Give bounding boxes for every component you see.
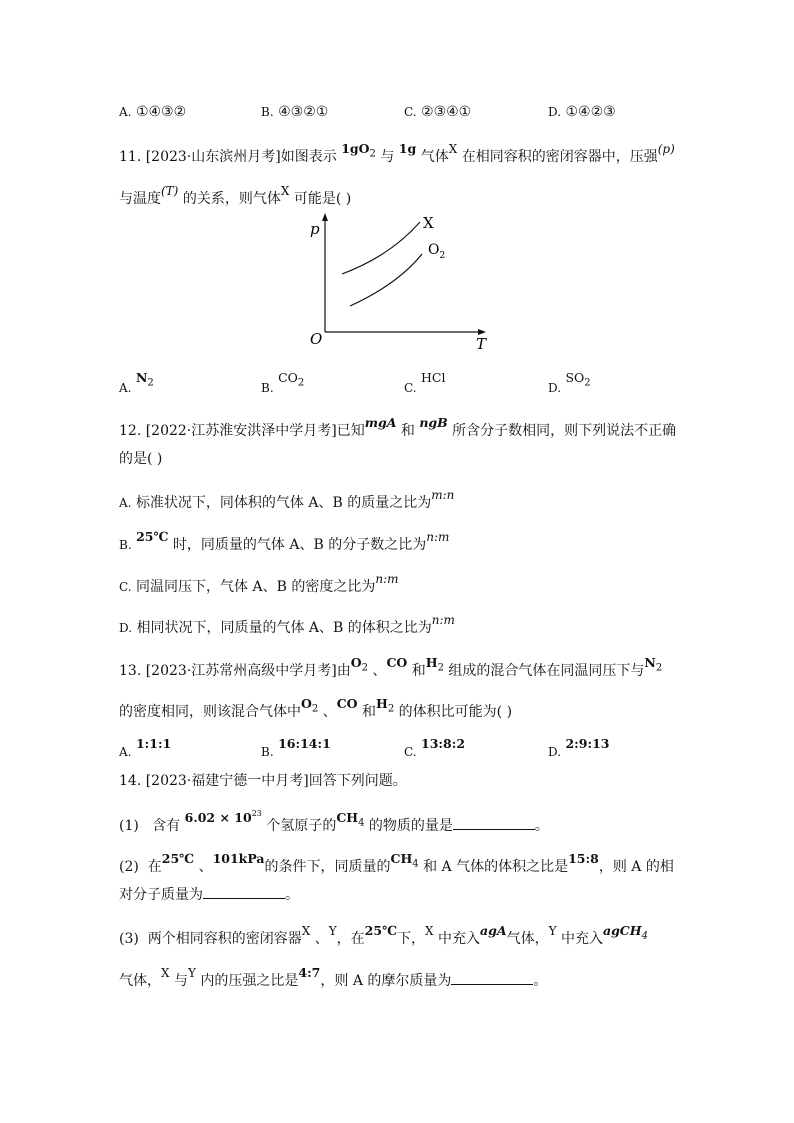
q13-option-c: C. 13:8:2	[404, 736, 466, 759]
q12-option-d: D. 相同状况下，同质量的气体 A、B 的体积之比为n:m	[119, 613, 455, 636]
q13-option-a: A. 1:1:1	[119, 736, 172, 759]
q11-stem-line1: 11. [2023·山东滨州月考]如图表示 $1gO_2$ 与 1g 气体X 在相同容积的密闭容器中，压强(p)	[119, 141, 675, 165]
q13-option-d: D. 2:9:13	[548, 736, 610, 759]
q14-part3-line2: 气体，X 与Y 内的压强之比是4:7，则 A 的摩尔质量为 。	[119, 965, 548, 989]
q12-stem-line1: 12. [2022·江苏淮安洪泽中学月考]已知mgA 和 ngB 所含分子数相同，则下列说法不正确	[119, 415, 677, 439]
q13-stem-line1: 13. [2023·江苏常州高级中学月考]由$O_2$ 、CO 和$H_2$ 组成的混合气体在同温同压下与$N_2$	[119, 655, 663, 679]
q12-option-a: A. 标准状况下，同体积的气体 A、B 的质量之比为m:n	[119, 488, 455, 511]
q10-option-a: A. ①④③②	[119, 104, 187, 120]
q11-option-c: C. HCl	[404, 370, 446, 395]
answer-blank-1[interactable]	[453, 817, 535, 830]
q14-number: 14.	[119, 773, 142, 789]
q10-option-c: C. ②③④①	[404, 104, 472, 120]
q11-graph	[300, 210, 500, 355]
q14-stem: 14. [2023·福建宁德一中月考]回答下列问题。	[119, 773, 407, 789]
answer-blank-3[interactable]	[451, 972, 533, 985]
q12-option-c: C. 同温同压下，气体 A、B 的密度之比为n:m	[119, 572, 399, 595]
curve-x-label: X	[423, 214, 434, 232]
curve-o2-label: $O_2$	[428, 242, 446, 261]
q14-part3-line1: (3) 两个相同容积的密闭容器X 、Y，在25℃下，X 中充入agA气体，Y 中充入agCH$_4$	[119, 923, 648, 947]
q13-number: 13.	[119, 663, 142, 679]
q11-formula-1gO2: $1gO_2$	[341, 141, 376, 160]
y-axis-arrow	[322, 213, 328, 221]
curve-x	[342, 222, 420, 274]
answer-blank-2[interactable]	[203, 886, 285, 899]
q13-option-b: B. 16:14:1	[261, 736, 331, 759]
q12-number: 12.	[119, 423, 142, 439]
q11-option-b: B. $CO_2$	[261, 370, 305, 395]
q12-option-b: B. 25℃ 时，同质量的气体 A、B 的分子数之比为n:m	[119, 529, 450, 553]
q14-part2-line2: 对分子质量为 。	[119, 887, 299, 903]
q14-source: [2023·福建宁德一中月考]	[145, 773, 309, 789]
q11-number: 11.	[119, 149, 142, 165]
x-axis-label: T	[476, 335, 487, 353]
origin-label: O	[310, 330, 323, 348]
q13-stem-line2: 的密度相同，则该混合气体中$O_2$ 、CO 和$H_2$ 的体积比可能为( )	[119, 696, 513, 720]
q10-option-b: B. ④③②①	[261, 104, 329, 120]
q14-part2-line1: (2) 在25℃ 、101kPa的条件下，同质量的$CH_4$ 和 A 气体的体积之比是15:8，则 A 的相	[119, 851, 674, 875]
q12-source: [2022·江苏淮安洪泽中学月考]	[145, 423, 337, 439]
q10-option-d: D. ①④②③	[548, 104, 616, 120]
q14-part1: (1) 含有 $6.02 \times 10^{23}$ 个氢原子的$CH_4$ 的物质的量是 。	[119, 809, 549, 834]
q12-stem-line2: 的是( )	[119, 451, 163, 467]
curve-o2	[350, 254, 422, 306]
q13-source: [2023·江苏常州高级中学月考]	[145, 663, 337, 679]
q11-option-d: D. $SO_2$	[548, 370, 591, 395]
q11-option-a: A. $N_2$	[119, 370, 154, 395]
q11-source: [2023·山东滨州月考]	[145, 149, 281, 165]
y-axis-label: p	[310, 220, 320, 238]
q11-stem-line2: 与温度(T) 的关系，则气体X 可能是( )	[119, 184, 352, 207]
